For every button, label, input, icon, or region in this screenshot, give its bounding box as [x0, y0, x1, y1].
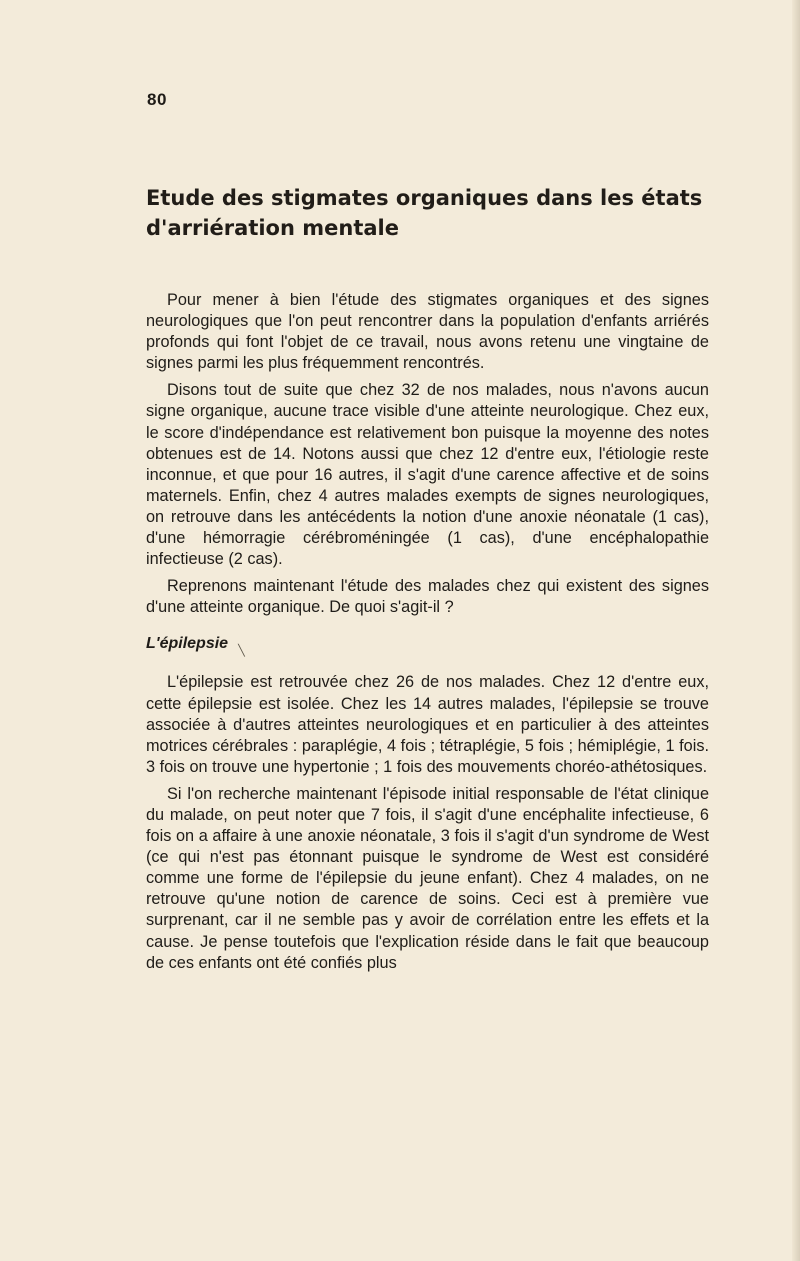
section-heading: [146, 633, 709, 656]
body-paragraph: Si l'on recherche maintenant l'épisode initial responsable de l'état clinique du malade, on peut noter que 7 fois, il s'agit d'une encéphalite infectieuse, 6 fois on a affaire à une anoxie néonatale, 3 fois il s'agit d'un syndrome de West (ce qui n'est pas étonnant puisque le syndrome de West est considéré comme une forme de l'épilepsie du jeune enfant). Chez 4 malades, on ne retrouve qu'une notion de carence de soins. Ceci est à première vue surprenant, car il ne semble pas y avoir de corrélation entre les effets et la cause. Je pense toutefois que l'explication réside dans le fait que beaucoup de ces enfants ont été confiés plus: [146, 784, 709, 972]
pencil-mark-icon: ╲: [238, 645, 245, 658]
body-paragraph: Pour mener à bien l'étude des stigmates organiques et des signes neurologiques que l'on peut rencontrer dans la population d'enfants arriérés profonds qui font l'objet de ce travail, nous avons retenu une vingtaine de signes parmi les plus fréquemment rencontrés.: [146, 291, 709, 373]
body-paragraph: Disons tout de suite que chez 32 de nos malades, nous n'avons aucun signe organique, aucune trace visible d'une atteinte neurologique. Chez eux, le score d'indépendance est relativement bon puisque la moyenne des notes obtenues est de 14. Notons aussi que chez 12 d'entre eux, l'étiologie reste inconnue, et que pour 16 autres, il s'agit d'une carence affective et de soins maternels. Enfin, chez 4 autres malades exempts de signes neurologiques, on retrouve dans les antécédents la notion d'une anoxie néonatale (1 cas), d'une hémorragie cérébroméningée (1 cas), d'une encéphalopathie infectieuse (2 cas).: [146, 381, 709, 569]
page-number: 80: [147, 90, 167, 109]
article-body: [146, 290, 709, 974]
body-paragraph: Reprenons maintenant l'étude des malades chez qui existent des signes d'une atteinte organique. De quoi s'agit-il ?: [146, 577, 709, 617]
section-heading-text: L'épilepsie: [146, 635, 229, 653]
body-paragraph: L'épilepsie est retrouvée chez 26 de nos malades. Chez 12 d'entre eux, cette épilepsie est isolée. Chez les 14 autres malades, l'épilepsie se trouve associée à d'autres atteintes neurologiques et en particulier à des atteintes motrices cérébrales : paraplégie, 4 fois ; tétraplégie, 5 fois ; hémiplégie, 1 fois. 3 fois on trouve une hypertonie ; 1 fois des mouvements choréo-athétosiques.: [146, 673, 709, 776]
page-edge-shadow: [792, 0, 800, 1261]
article-title: Etude des stigmates organiques dans les états d'arriération mentale: [146, 186, 703, 240]
